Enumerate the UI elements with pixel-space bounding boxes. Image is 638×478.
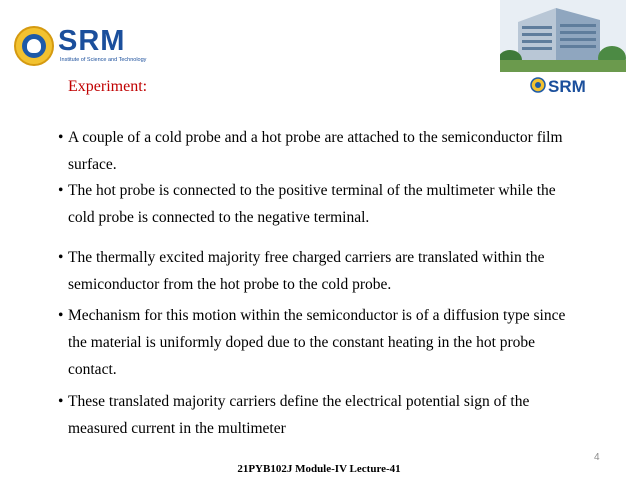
list-item (58, 302, 606, 383)
bullet-dot: • (58, 182, 64, 199)
bullet-dot: • (58, 393, 64, 410)
slide-footer: 21PYB102J Module-IV Lecture-41 (237, 463, 401, 475)
campus-building-image (500, 0, 626, 98)
bullet-line: measured current in the multimeter (68, 420, 286, 437)
bullet-dot: • (58, 129, 64, 146)
bullet-line: A couple of a cold probe and a hot probe are attached to the semiconductor film (68, 129, 563, 146)
slide-heading: Experiment: (68, 78, 148, 95)
srm-logo (14, 24, 147, 70)
bullet-line: the material is uniformly doped due to the constant heating in the hot probe (68, 334, 536, 351)
logo-wordmark: SRM (58, 25, 126, 57)
list-item (58, 177, 606, 231)
bullet-line: The thermally excited majority free charged carriers are translated within the (68, 249, 545, 266)
bullet-dot: • (58, 249, 64, 266)
bullet-line: cold probe is connected to the negative terminal. (68, 209, 370, 226)
page-number: 4 (594, 452, 600, 463)
building-logo-word: SRM (548, 77, 586, 96)
bullet-line: Mechanism for this motion within the semiconductor is of a diffusion type since (68, 307, 566, 324)
bullet-line: contact. (68, 361, 117, 378)
bullet-line: The hot probe is connected to the positive terminal of the multimeter while the (68, 182, 556, 199)
list-item (58, 124, 606, 178)
logo-subtitle: Institute of Science and Technology (60, 57, 147, 63)
bullet-line: surface. (68, 156, 117, 173)
tree-emblem-icon (14, 26, 54, 66)
bullet-dot: • (58, 307, 64, 324)
list-item (58, 244, 606, 298)
list-item (58, 388, 606, 442)
bullet-line: semiconductor from the hot probe to the cold probe. (68, 276, 392, 293)
bullet-line: These translated majority carriers define the electrical potential sign of the (68, 393, 530, 410)
